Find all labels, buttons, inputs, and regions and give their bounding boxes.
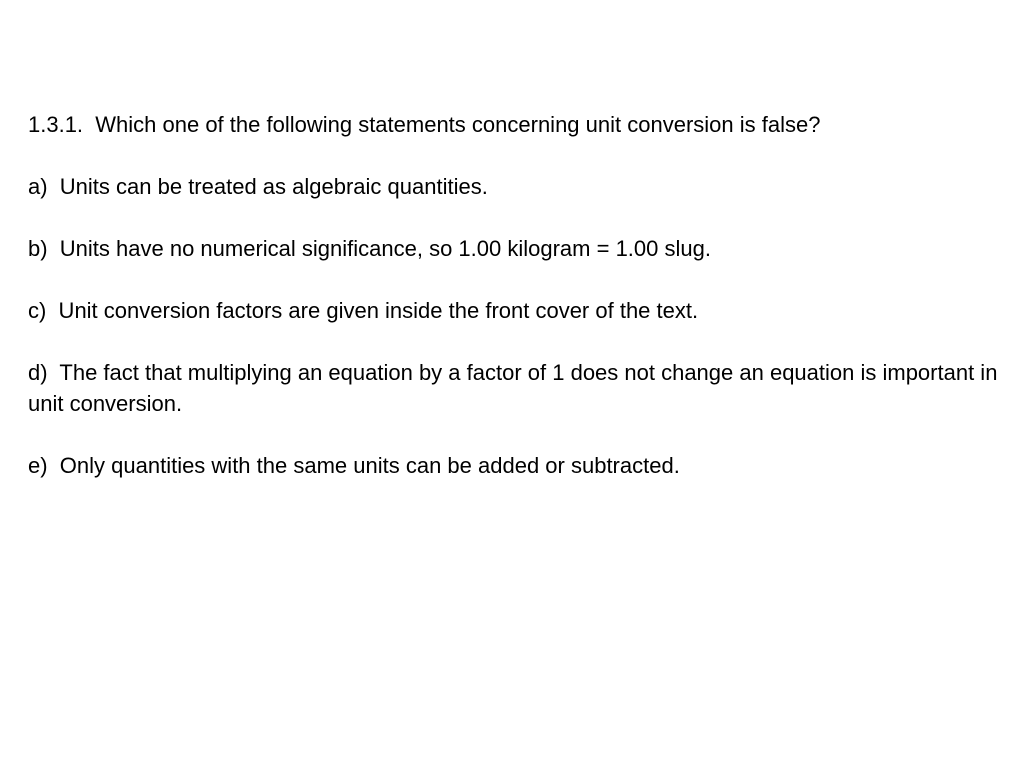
option-b: b) Units have no numerical significance, so 1.00 kilogram = 1.00 slug. [28,236,711,261]
question-block [28,109,1003,512]
question-stem: 1.3.1. Which one of the following statements concerning unit conversion is false? [28,112,821,137]
option-d: d) The fact that multiplying an equation by a factor of 1 does not change an equation is important in unit conversion. [28,360,1004,416]
option-a: a) Units can be treated as algebraic quantities. [28,174,488,199]
option-e: e) Only quantities with the same units can be added or subtracted. [28,453,680,478]
option-c: c) Unit conversion factors are given inside the front cover of the text. [28,298,699,323]
